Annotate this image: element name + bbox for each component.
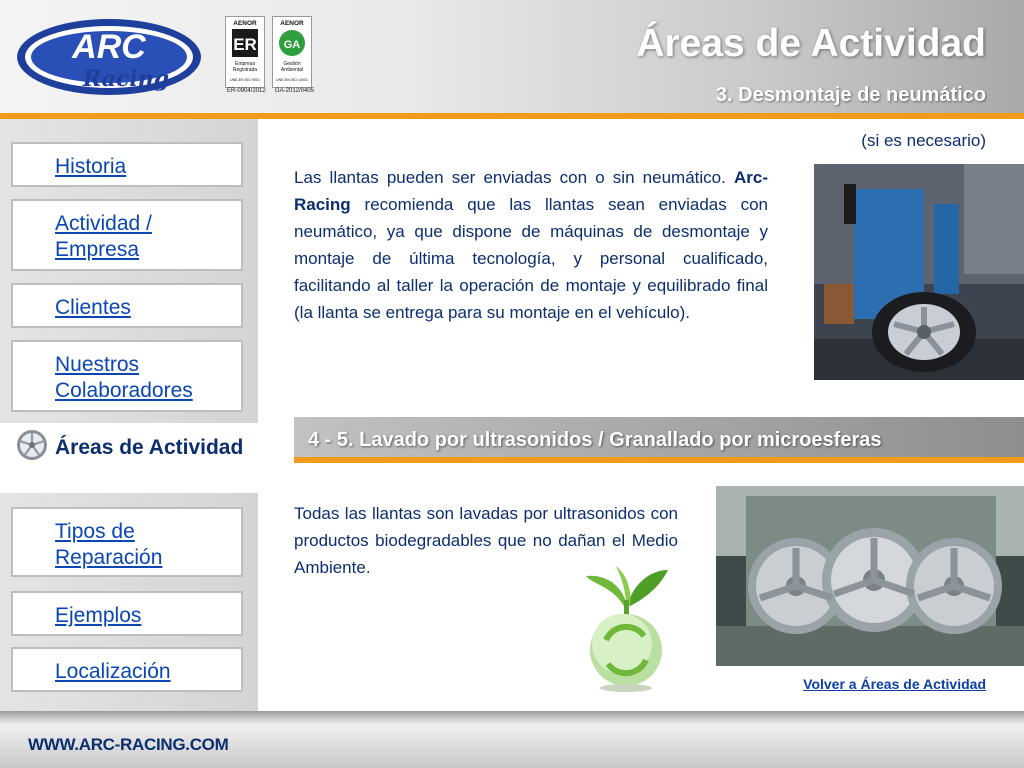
sidebar-item-localizacion[interactable] [11,647,243,692]
para1-rest: recomienda que las llantas sean enviadas con neumático, ya que dispone de máquinas de desmontaje y montaje de última tecnología, y personal cualificado, facilitando al taller la operación de montaje y equilibrado final (la llanta se entrega para su montaje en el vehículo). [294,195,768,322]
para1-intro: Las llantas pueden ser enviadas con o sin neumático. [294,168,726,187]
ultrasonic-paragraph: Todas las llantas son lavadas por ultrasonidos con productos biodegradables que no dañan el Medio Ambiente. [294,504,678,577]
logo-text-top: ARC [72,28,146,66]
sidebar-item-label[interactable]: Ejemplos [55,604,142,627]
cert2-number: GA-2012/0405 [275,88,315,94]
svg-text:AENOR: AENOR [280,20,304,27]
section-accent-line [294,457,1024,463]
sidebar-item-label[interactable]: Localización [55,660,171,683]
logo-text-bottom: Racing [82,66,170,92]
svg-text:Empresa: Empresa [234,61,256,67]
sidebar-item-actividad-empresa[interactable] [11,199,243,271]
footer [0,711,1024,768]
sidebar-item-label[interactable]: Actividad / Empresa [55,212,152,261]
aenor-er-certificate [225,16,265,88]
sidebar-item-areas-actividad-active[interactable] [0,423,258,493]
sidebar-item-tipos-reparacion[interactable] [11,507,243,577]
section-title: 4 - 5. Lavado por ultrasonidos / Granallado por microesferas [308,429,882,451]
tire-removal-paragraph [294,164,768,326]
sidebar-item-ejemplos[interactable] [11,591,243,636]
sidebar-item-clientes[interactable] [11,283,243,328]
aenor-ga-certificate [272,16,312,88]
svg-text:UNE-EN ISO 9001: UNE-EN ISO 9001 [230,78,260,82]
svg-text:AENOR: AENOR [233,20,257,27]
sidebar-item-label[interactable]: Historia [55,155,127,178]
sidebar-item-label[interactable]: Clientes [55,296,131,319]
page-subtitle: 3. Desmontaje de neumático [715,84,986,106]
svg-text:Ambiental: Ambiental [280,67,304,73]
sidebar-item-colaboradores[interactable] [11,340,243,412]
tire-changer-photo [814,164,1024,380]
header [0,0,1024,113]
arc-racing-logo[interactable] [14,14,204,100]
back-to-areas-link[interactable]: Volver a Áreas de Actividad [803,676,986,692]
sidebar-item-label[interactable]: Nuestros Colaboradores [55,353,193,402]
note-text: (si es necesario) [861,131,986,150]
sidebar-item-label[interactable]: Tipos de Reparación [55,520,163,569]
cert1-number: ER-0904/2012 [227,88,266,94]
brand-name: Arc-Racing [294,168,768,214]
svg-text:ER: ER [233,35,257,54]
svg-text:UNE-EN ISO 14001: UNE-EN ISO 14001 [276,78,308,82]
svg-text:Gestión: Gestión [283,61,301,67]
svg-text:Registrada: Registrada [232,67,258,73]
eco-globe-icon [572,556,680,696]
website-url[interactable]: WWW.ARC-RACING.COM [28,735,229,754]
wheels-washing-photo [716,486,1024,666]
sidebar-item-historia[interactable] [11,142,243,187]
svg-text:GA: GA [283,39,301,51]
wheel-icon [16,429,48,461]
page-title: Áreas de Actividad [636,22,986,65]
sidebar-item-label: Áreas de Actividad [55,436,244,459]
